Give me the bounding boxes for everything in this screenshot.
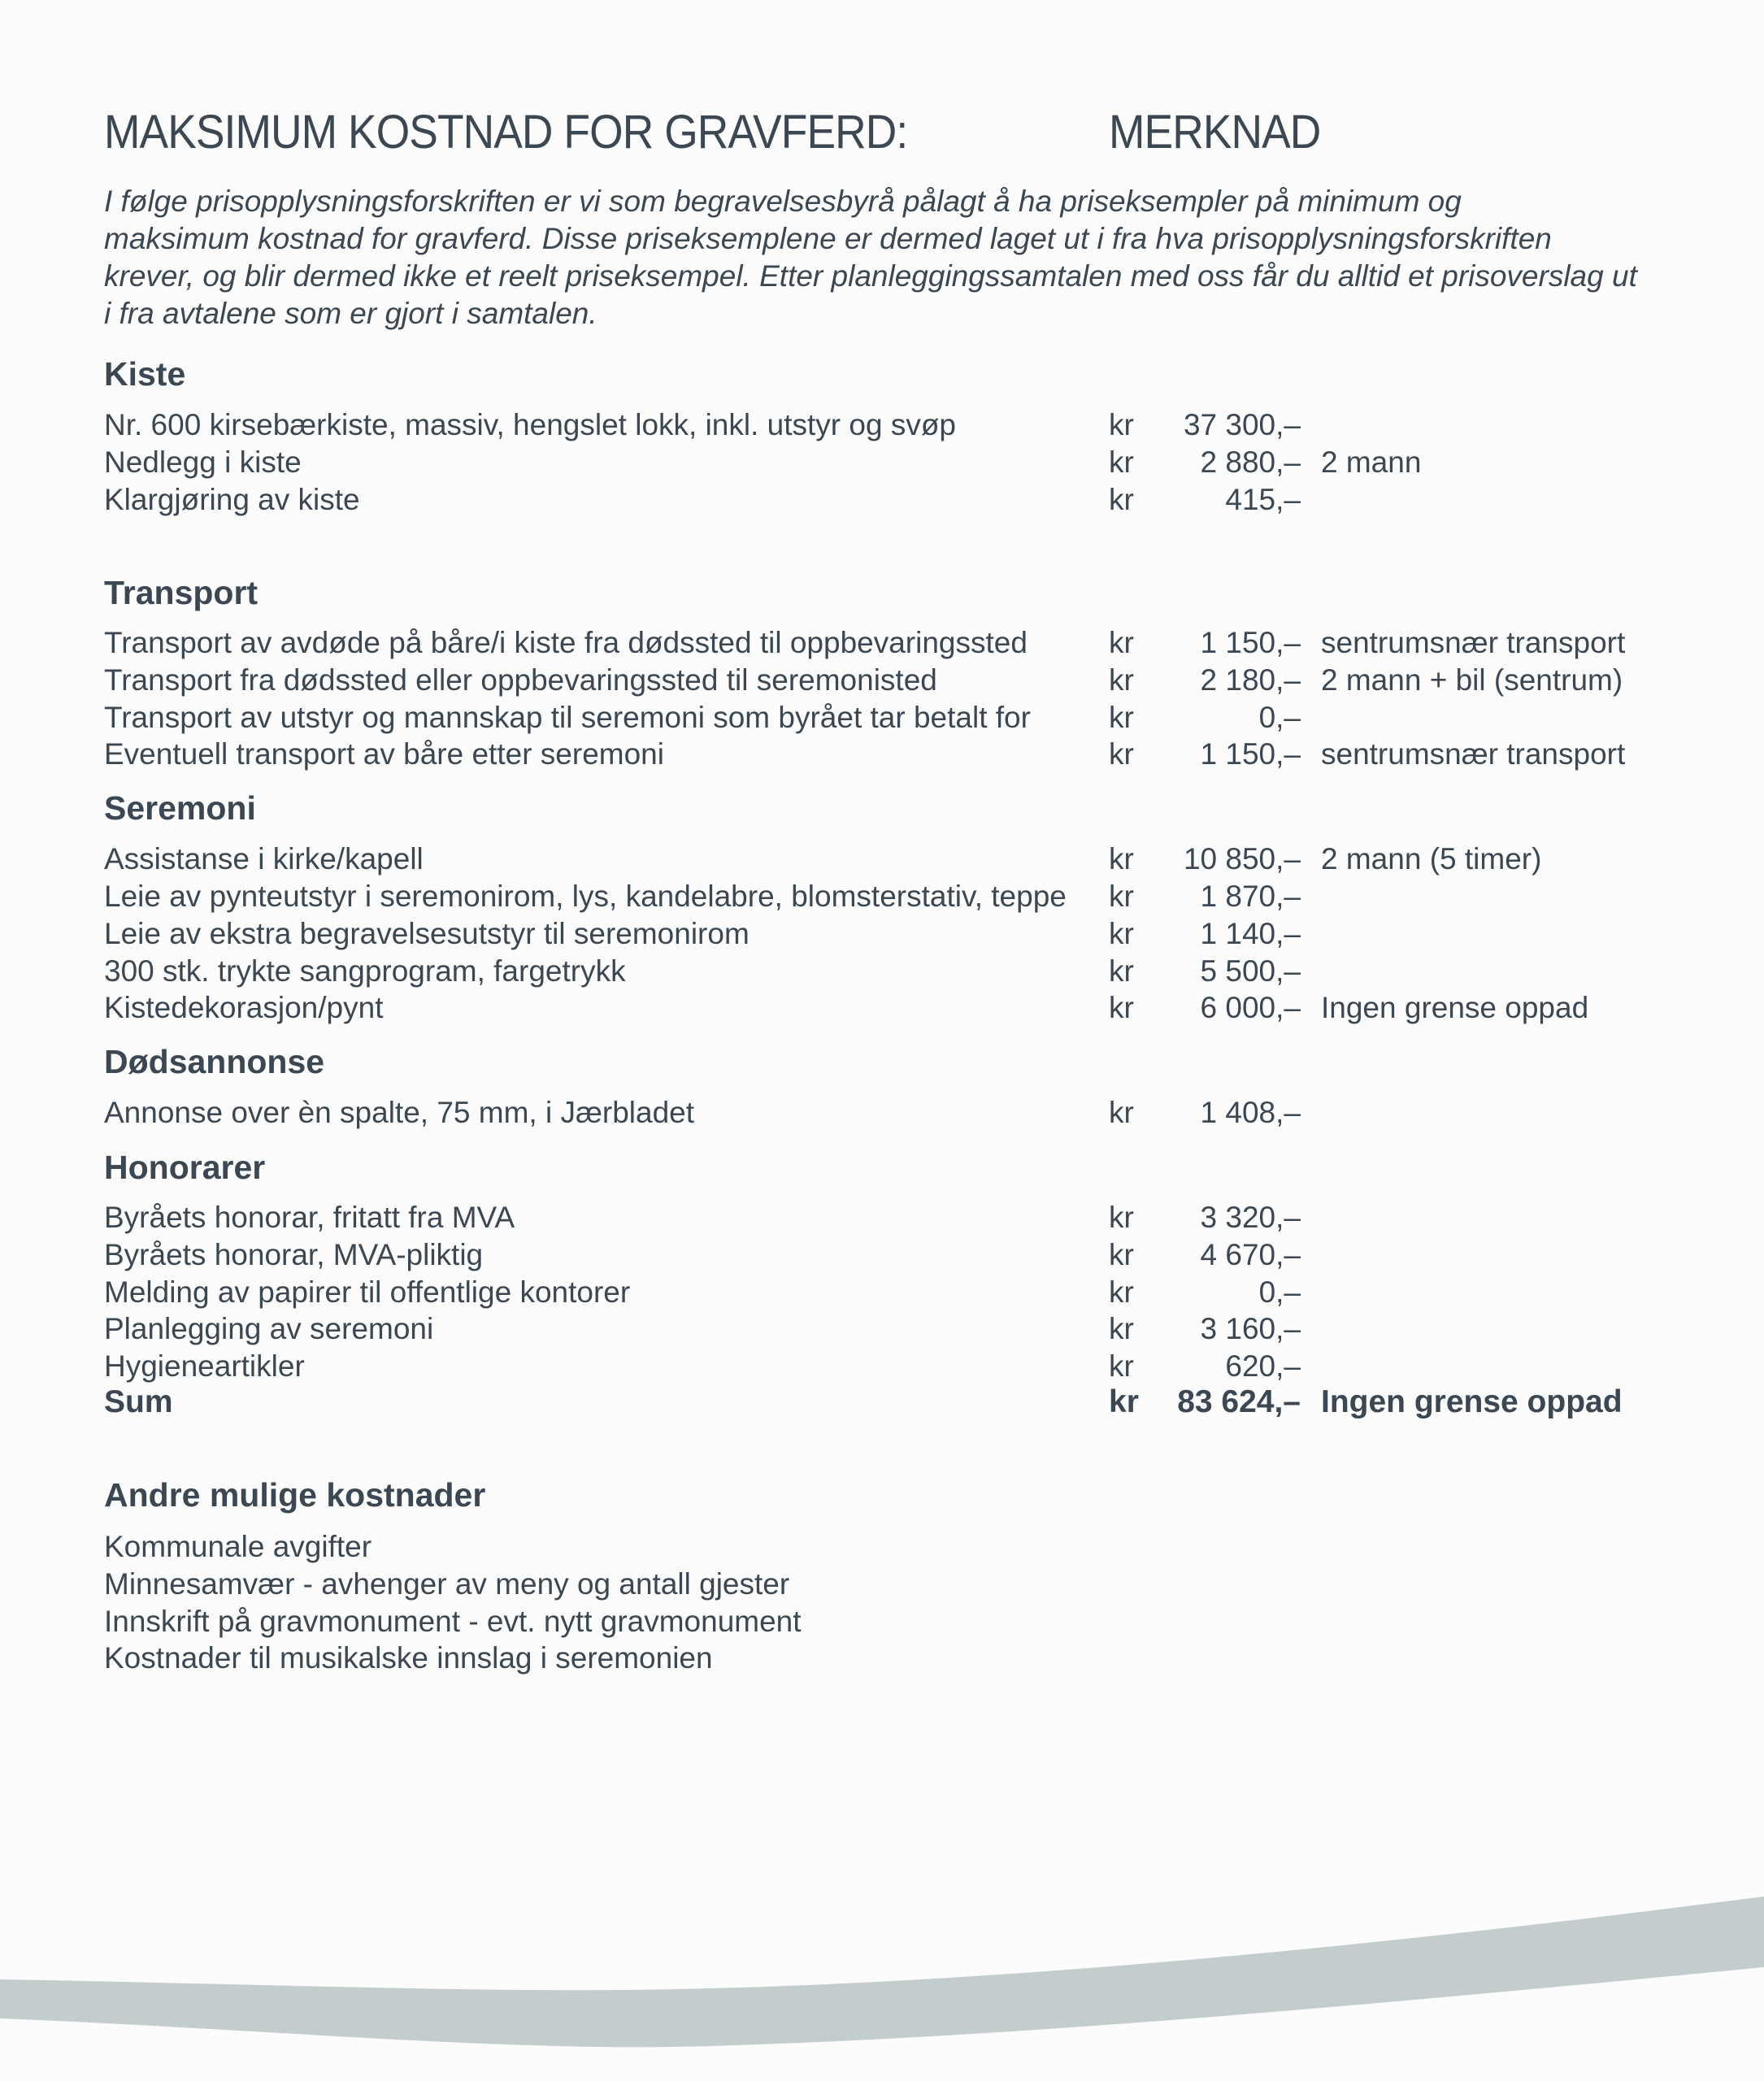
intro-line: maksimum kostnad for gravferd. Disse priseksemplene er dermed laget ut i fra hva prisopplysningsforskriften xyxy=(104,222,1552,255)
row-description: Assistanse i kirke/kapell xyxy=(104,842,424,875)
page-title: MAKSIMUM KOSTNAD FOR GRAVFERD: xyxy=(104,106,908,159)
intro-line: krever, og blir dermed ikke et reelt priseksempel. Etter planleggingssamtalen med oss får du alltid et prisoverslag ut xyxy=(104,259,1637,293)
row-currency: kr xyxy=(1109,1312,1134,1345)
row-description: Leie av ekstra begravelsesutstyr til seremonirom xyxy=(104,917,749,950)
row-currency: kr xyxy=(1109,626,1134,659)
row-amount: 1 870,– xyxy=(1200,880,1301,913)
row-note: 2 mann (5 timer) xyxy=(1321,842,1542,875)
sum-currency: kr xyxy=(1109,1384,1139,1419)
sum-amount: 83 624,– xyxy=(1177,1384,1301,1419)
price-row xyxy=(0,1274,1764,1311)
price-row xyxy=(0,841,1764,878)
row-amount: 415,– xyxy=(1225,483,1301,516)
row-amount: 620,– xyxy=(1225,1349,1301,1383)
price-row xyxy=(0,915,1764,953)
row-amount: 3 320,– xyxy=(1200,1201,1301,1234)
row-note: sentrumsnær transport xyxy=(1321,626,1626,659)
row-currency: kr xyxy=(1109,917,1134,950)
row-amount: 1 150,– xyxy=(1200,737,1301,771)
price-row xyxy=(0,1348,1764,1385)
price-row xyxy=(0,481,1764,519)
note-column-title: MERKNAD xyxy=(1109,106,1321,159)
price-row xyxy=(0,953,1764,990)
row-description: Transport fra dødssted eller oppbevaringssted til seremonisted xyxy=(104,663,937,697)
row-currency: kr xyxy=(1109,842,1134,875)
row-description: Nedlegg i kiste xyxy=(104,445,302,479)
row-description: Hygieneartikler xyxy=(104,1349,305,1383)
row-description: Leie av pynteutstyr i seremonirom, lys, kandelabre, blomsterstativ, teppe xyxy=(104,880,1067,913)
row-amount: 1 408,– xyxy=(1200,1096,1301,1129)
row-amount: 10 850,– xyxy=(1183,842,1301,875)
section-heading-seremoni: Seremoni xyxy=(104,789,256,827)
row-amount: 5 500,– xyxy=(1200,954,1301,988)
row-amount: 1 140,– xyxy=(1200,917,1301,950)
row-description: Transport av utstyr og mannskap til seremoni som byrået tar betalt for xyxy=(104,701,1031,734)
row-currency: kr xyxy=(1109,1349,1134,1383)
row-amount: 0,– xyxy=(1258,1275,1301,1309)
row-amount: 6 000,– xyxy=(1200,991,1301,1024)
row-amount: 2 180,– xyxy=(1200,663,1301,697)
row-currency: kr xyxy=(1109,954,1134,988)
row-description: Kistedekorasjon/pynt xyxy=(104,991,384,1024)
price-row xyxy=(0,406,1764,444)
row-currency: kr xyxy=(1109,991,1134,1024)
intro-paragraph xyxy=(104,183,1665,332)
other-cost-item: Kommunale avgifter xyxy=(104,1530,372,1563)
price-row xyxy=(0,736,1764,773)
row-amount: 3 160,– xyxy=(1200,1312,1301,1345)
sum-row xyxy=(0,1384,1764,1421)
other-cost-item: Minnesamvær - avhenger av meny og antall gjester xyxy=(104,1567,790,1601)
row-currency: kr xyxy=(1109,445,1134,479)
section-heading-dodsannonse: Dødsannonse xyxy=(104,1043,325,1080)
section-heading-honorarer: Honorarer xyxy=(104,1149,266,1186)
row-currency: kr xyxy=(1109,1238,1134,1271)
intro-line: i fra avtalene som er gjort i samtalen. xyxy=(104,297,597,330)
price-row xyxy=(0,662,1764,699)
section-heading-other-costs: Andre mulige kostnader xyxy=(104,1476,486,1514)
other-cost-item: Kostnader til musikalske innslag i seremonien xyxy=(104,1641,713,1675)
row-note: 2 mann + bil (sentrum) xyxy=(1321,663,1623,697)
price-row xyxy=(0,1199,1764,1236)
price-row xyxy=(0,699,1764,736)
sum-label: Sum xyxy=(104,1384,173,1419)
row-currency: kr xyxy=(1109,663,1134,697)
row-currency: kr xyxy=(1109,737,1134,771)
row-description: Nr. 600 kirsebærkiste, massiv, hengslet lokk, inkl. utstyr og svøp xyxy=(104,408,957,441)
row-description: Klargjøring av kiste xyxy=(104,483,360,516)
row-description: Transport av avdøde på båre/i kiste fra dødssted til oppbevaringssted xyxy=(104,626,1028,659)
row-currency: kr xyxy=(1109,1096,1134,1129)
row-currency: kr xyxy=(1109,483,1134,516)
row-description: Planlegging av seremoni xyxy=(104,1312,434,1345)
price-row xyxy=(0,1236,1764,1274)
row-description: Byråets honorar, fritatt fra MVA xyxy=(104,1201,515,1234)
section-heading-kiste: Kiste xyxy=(104,355,186,393)
price-row xyxy=(0,878,1764,915)
row-description: Eventuell transport av båre etter seremoni xyxy=(104,737,664,771)
row-amount: 37 300,– xyxy=(1183,408,1301,441)
row-amount: 4 670,– xyxy=(1200,1238,1301,1271)
row-description: Annonse over èn spalte, 75 mm, i Jærbladet xyxy=(104,1096,694,1129)
row-note: Ingen grense oppad xyxy=(1321,991,1589,1024)
row-currency: kr xyxy=(1109,1275,1134,1309)
row-amount: 2 880,– xyxy=(1200,445,1301,479)
row-description: 300 stk. trykte sangprogram, fargetrykk xyxy=(104,954,626,988)
row-currency: kr xyxy=(1109,1201,1134,1234)
row-description: Melding av papirer til offentlige kontorer xyxy=(104,1275,631,1309)
price-row xyxy=(0,624,1764,662)
row-currency: kr xyxy=(1109,880,1134,913)
section-heading-transport: Transport xyxy=(104,574,259,611)
price-row xyxy=(0,1310,1764,1348)
row-note: sentrumsnær transport xyxy=(1321,737,1626,771)
sum-note: Ingen grense oppad xyxy=(1321,1384,1623,1419)
other-cost-item: Innskrift på gravmonument - evt. nytt gravmonument xyxy=(104,1605,802,1638)
intro-line: I følge prisopplysningsforskriften er vi som begravelsesbyrå pålagt å ha priseksempler på minimum og xyxy=(104,185,1462,218)
row-currency: kr xyxy=(1109,408,1134,441)
swoosh-band xyxy=(0,1896,1764,2047)
price-row xyxy=(0,989,1764,1027)
row-amount: 0,– xyxy=(1258,701,1301,734)
price-row xyxy=(0,444,1764,481)
row-note: 2 mann xyxy=(1321,445,1422,479)
row-currency: kr xyxy=(1109,701,1134,734)
row-amount: 1 150,– xyxy=(1200,626,1301,659)
price-row xyxy=(0,1094,1764,1132)
row-description: Byråets honorar, MVA-pliktig xyxy=(104,1238,484,1271)
